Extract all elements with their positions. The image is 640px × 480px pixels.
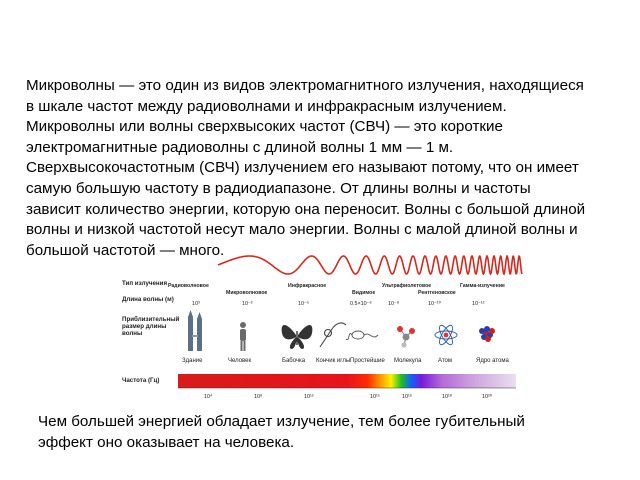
person-icon	[240, 322, 246, 351]
wave-curve	[218, 256, 522, 274]
wavelength-value: 10⁻⁵	[298, 301, 310, 307]
band-label-visible: Видимое	[352, 290, 376, 296]
building-icon	[188, 310, 202, 351]
frequency-value: 10⁴	[204, 394, 213, 400]
frequency-value: 10¹⁸	[442, 394, 453, 400]
object-label-needle: Кончик иглы	[316, 358, 351, 364]
wavelength-value: 10⁻¹⁰	[428, 301, 441, 307]
spectrum-diagram	[120, 255, 530, 405]
protozoa-icon	[346, 331, 378, 340]
frequency-value: 10¹⁵	[370, 394, 381, 400]
frequency-bar	[178, 374, 516, 388]
frequency-value: 10¹⁶	[402, 394, 413, 400]
band-label-xray: Рентгеновское	[418, 290, 456, 296]
row-label-wavelength: Длина волны (м)	[122, 296, 174, 303]
band-label-radio: Радиоволновое	[168, 283, 209, 289]
molecule-icon	[397, 326, 415, 348]
row-label-frequency: Частота (Гц)	[122, 377, 160, 384]
object-label-molecule: Молекула	[394, 358, 422, 364]
frequency-value: 10¹²	[304, 394, 314, 400]
band-label-ultraviolet: Ультрафиолетовое	[382, 283, 432, 289]
wavelength-value: 10³	[192, 301, 200, 307]
frequency-value: 10⁸	[254, 394, 263, 400]
wavelength-value: 10⁻²	[242, 301, 253, 307]
row-label-size: Приблизительный размер длины волны	[122, 316, 180, 337]
band-label-microwave: Микроволновое	[226, 290, 268, 296]
wavelength-value: 10⁻⁸	[388, 301, 400, 307]
object-label-butterfly: Бабочка	[282, 358, 306, 364]
band-label-infrared: Инфракрасное	[288, 283, 327, 289]
intro-paragraph: Микроволны — это один из видов электромагнитного излучения, находящиеся в шкале частот между радиоволнами и инфракрасным излучением. Микроволны или волны сверхвысоких частот (СВЧ) — это короткие электромагнитные радиоволны с длиной волны 1 мм — 1 м. Сверхвысокочастотным (СВЧ) излучением его называют потому, что он имеет самую большую частоту в радиодиапазоне. От длины волны и частоты зависит количество энергии, которую она переносит. Волны с большой длиной волны и низкой частотой несут мало энергии. Волны с малой длиной волны и большой частотой — много.	[26, 77, 586, 259]
nucleus-icon	[479, 326, 495, 342]
object-label-building: Здание	[182, 358, 203, 364]
butterfly-icon	[282, 325, 313, 349]
outro-paragraph: Чем большей энергией обладает излучение, тем более губительный эффект оно оказывает на человека.	[38, 413, 525, 451]
row-label-type: Тип излучения	[122, 280, 168, 287]
band-label-gamma: Гамма-излучение	[460, 283, 505, 289]
object-label-atom: Атом	[438, 358, 453, 364]
object-label-person: Человек	[228, 358, 252, 364]
wavelength-value: 0.5×10⁻⁶	[350, 301, 372, 307]
object-label-nucleus: Ядро атома	[476, 358, 509, 364]
atom-icon	[435, 323, 457, 346]
frequency-value: 10²⁰	[482, 394, 492, 400]
object-label-protozoa: Простейшие	[350, 358, 385, 364]
needle-icon	[320, 323, 346, 347]
electromagnetic-spectrum-figure	[120, 255, 530, 405]
wavelength-value: 10⁻¹²	[472, 301, 485, 307]
